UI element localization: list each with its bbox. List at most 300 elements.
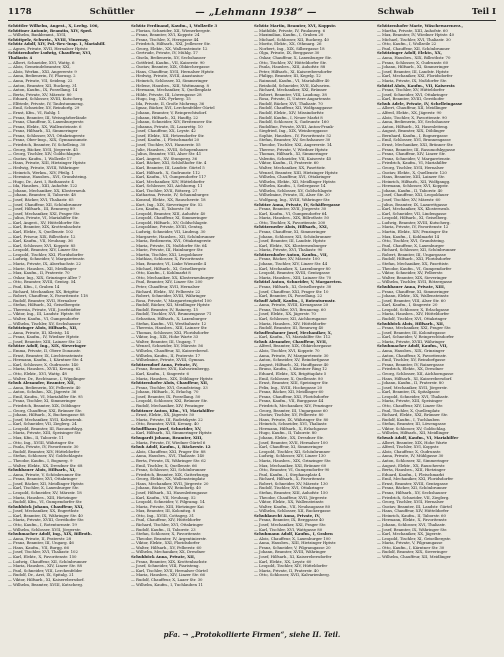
directory-entry: — Leopold, Tischler, XIV, Hütteldorfer xyxy=(254,564,328,569)
directory-entry: — Anna, Private, II, Praterstr. 28 xyxy=(8,536,72,541)
directory-entry: — Anna, Hausbes., XIII, Hietzinger Hptstr. xyxy=(254,541,337,546)
directory-entry: — Ida, Private, II, Große Mohreng. 36 xyxy=(131,101,205,106)
directory-entry: — Anton, Schlosser, XI, Simmeringer xyxy=(377,458,449,463)
directory-entry: — Otto, Beamter, XVIII, Gentzg. 54 xyxy=(8,280,76,285)
directory-entry: — Oskar, Chauffeur, X, Laxenburger Str. xyxy=(254,56,332,61)
directory-entry: — Hugo, Dr., Arzt, I, Rathausstr. 4 xyxy=(8,179,74,184)
directory-entry: — Franz, Beamter, III, Weissgärberlände xyxy=(8,115,87,120)
directory-entry: — Albert, Beamter, XIX, Hohe Warte xyxy=(377,440,448,445)
page-number: 1178 xyxy=(8,7,32,17)
directory-entry: — Rudolf, Hilfsarb., XXI, Floridsdorfer xyxy=(377,257,451,262)
header-right xyxy=(378,7,496,17)
directory-entry: — Franz, Hilfsarb., XI, Geiselbergstr. 30 xyxy=(254,284,332,289)
directory-entry: — Alois, Chauffeur, X, Gudrunstr. xyxy=(377,449,441,454)
directory-entry: — Johann, Tischler, XIV, Linzer Str. 44 xyxy=(254,262,328,267)
directory-entry: Schuhböck Johann, Chauffeur, XXI, xyxy=(8,504,84,509)
directory-entry: — Karl, Kaufm., I, Singerstr. 20 xyxy=(377,303,438,308)
directory-entry: Schützenhofer Alois, Chauffeur, XII, xyxy=(131,381,209,386)
directory-entry: — Emil, Tischler, X, Quellenstr. 66 xyxy=(131,463,197,468)
directory-entry: — Stefan, Kaufm., VII, Westbahnstr. 12 xyxy=(131,321,207,326)
directory-entry: — Karl, Angest., XV, Stumperg. 36 xyxy=(131,156,198,161)
directory-entry: — Otto, Beamter, VI, Gumpendorfer 90 xyxy=(254,468,330,473)
directory-entry: Schuff Adolf, Kaufm., I, Rotenturmstr. xyxy=(254,298,336,303)
directory-entry: — Johann, Bäcker, XV, Reindorfg. 40 xyxy=(131,486,201,491)
directory-entry: — Valentin, Schneider, VII, Kaiserstr. 45 xyxy=(254,156,332,161)
directory-entry: — Wilhelm, Elektr., XII, Meidlinger Hptstr. xyxy=(254,179,336,184)
directory-entry: — Leopold, Schneider, V, Pilgramg. 14 xyxy=(131,500,205,505)
directory-entry: — Richard, Schlosser, XII, Schönbrunner xyxy=(377,248,456,253)
directory-entry: — Wilhelmine, Private, IX, Alser Str. 20 xyxy=(254,193,330,198)
directory-entry: — Maria, Private, XVI, Thaliastr. 90 xyxy=(254,248,323,253)
directory-entry: — Florian, Schneider, XII, Wienerbergstr. xyxy=(131,28,211,33)
directory-entry: — Karl, Elektr., XX, Klosterneuburger xyxy=(254,243,327,248)
directory-entry: — Sebastian, Hilfsarb., X, Laxenburger xyxy=(131,317,207,321)
directory-entry: — Otto, Kaufm., I, Rotenturmstr. 19 xyxy=(8,523,77,528)
directory-entry: — Friedrich, Beamter, XIX, Gatterburgg. xyxy=(131,472,210,477)
directory-entry: — Franz, Beamter, XIX, Krottenbachstr. xyxy=(131,559,208,564)
directory-entry: — Gustav, Tischler, XV, Felberstr. 80 xyxy=(254,413,324,418)
directory-entry: — Wilhelm, Schlosser, XVII, Jörgerstr. xyxy=(8,527,81,532)
directory-entry: — Gustav, Beamter, XIX, Obkirchergasse xyxy=(131,65,210,70)
directory-entry: — Max, Beamter, VI, Linke Wienzeile 4 xyxy=(131,262,207,267)
directory-entry: — Wilhelm, Bankbeamt., XVII, xyxy=(8,33,67,38)
directory-entry: — Walter, Beamter, XIX, Sieveringer xyxy=(377,275,447,280)
directory-entry: — Rudolf, Dr., Arzt, IX, Spitalg. 21 xyxy=(8,573,74,578)
directory-entry: — Franz, Chauffeur, XIV, Linzer Str. xyxy=(377,152,446,157)
directory-entry: — Karl, Mechaniker, XX, Jägerstr. xyxy=(377,532,442,537)
directory-entry: — Julius, Private, VI, Mariahilfer Str. xyxy=(8,216,79,221)
directory-entry: — Thomas, Hilfsarb., XI, Simmeringer xyxy=(254,152,328,157)
directory-entry: — Karl, Mechaniker, XX, Klosterneub. xyxy=(377,207,451,212)
column-2 xyxy=(131,24,250,622)
header-title: — „Lehmann 1938“ — xyxy=(195,6,317,18)
directory-entry: — Rudolf, Beamter, XIV, Hütteldorfer xyxy=(8,449,80,454)
directory-entry: — Maria, Private, XIII, Speisinger xyxy=(377,399,443,404)
directory-entry: — Anna, Private, VII, Seideng. 22 xyxy=(8,78,73,83)
directory-entry: — Maria, Hausbes., XIV, Linzer Str. 88 xyxy=(8,564,82,569)
directory-entry: — Karl, Schlosser, XII, Aichhorng. 11 xyxy=(131,184,203,189)
directory-entry: — Georg, Elektr., XX, Wallensteinstr. 12 xyxy=(131,46,208,51)
directory-entry: — Josef, Mechaniker, XVII, Kalvarienb. xyxy=(8,417,83,422)
directory-entry: — Leopold, Beamter, III, Rasumofskyg. xyxy=(8,426,84,431)
directory-entry: — Hermine, Hausbes., XVI, Grundsteing. xyxy=(8,175,88,180)
directory-entry: — Emil, Tischler, XV, Reindorfgasse xyxy=(377,358,446,363)
directory-entry: — Konrad, Elektr., XX, Rauscherstr. 18 xyxy=(131,197,206,202)
directory-entry: — Moritz, Elektr., XX, Othmarg. 26 xyxy=(254,42,322,47)
directory-entry: — Paul, Beamter, XIV, Linzer Str. 200 xyxy=(131,280,203,285)
directory-entry: — Heinrich, Schneider, XVI, Thaliastr. xyxy=(254,422,328,427)
directory-entry: Schützl Anton, Schneider, V, Margareten. xyxy=(254,280,343,285)
directory-entry: — Anna, Private, IV, Mühlgasse 30 xyxy=(377,454,444,459)
directory-entry: — Franz, Schneider, V, Margaretenstr. xyxy=(377,156,451,161)
directory-entry: Schützinger Adolf, Elektr., XX, xyxy=(377,51,442,56)
directory-entry: — Karl, Beamter, III, Landstr. Gürtel 5 xyxy=(131,165,205,170)
directory-entry: — Josef, Mechaniker, XX, Engerthstr. xyxy=(8,509,80,514)
directory-entry: — Raimund, Kaufm., VI, Mariahilfer 40 xyxy=(254,78,330,83)
directory-entry: — Georg, Chauffeur, XXI, Brünner Str. xyxy=(8,408,82,413)
directory-entry: — Rudolf, Kaufm., I, Neuer Markt 8 xyxy=(254,115,323,120)
directory-entry: — Karl, Kaufm., VI, Gumpendorfer 64 xyxy=(254,211,327,216)
directory-entry: Schuhböck Anna, Private, XII, xyxy=(131,555,196,560)
directory-entry: — Berta, Private, XV, Märzstr. 80 xyxy=(8,92,72,97)
directory-entry: — Paul, Kaufm., I, Stephansplatz 4 xyxy=(254,472,321,477)
directory-entry: — Maximilian, Kaufm., I, Graben 20 xyxy=(254,33,324,38)
directory-entry: — Alfred, Elektr., XX, Jägerstr. 90 xyxy=(377,110,442,115)
directory-entry: — Rudolf, Chauffeur, XII, Wolfganggasse xyxy=(254,106,333,111)
directory-entry: — Viktor, Kaufm., II, Praterstr. 60 xyxy=(254,161,319,166)
directory-entry: — Wenzel, Beamter, XIII, Hietzinger Hptstr. xyxy=(254,170,339,175)
directory-entry: — Maria, Private, III, Radetzkystr. 22 xyxy=(131,417,203,422)
directory-entry: — Otto, Tischler, X, Favoritenstr. 200 xyxy=(254,220,326,225)
directory-entry: — Josef, Beamter, III, Landstr. Hptstr. xyxy=(254,239,327,244)
directory-entry: — Emil, Schlosser, XVI, Brunnengasse xyxy=(377,138,451,143)
directory-entry: — Wilhelm, Kaufm., II, Praterstr. 17 xyxy=(131,353,201,358)
directory-entry: — Sophie, Hausbes., IV, Favoritenstr. 52 xyxy=(254,133,332,138)
directory-entry: — Michael, Schlosser, XII, Ruckerg. 40 xyxy=(254,37,329,42)
directory-entry: — Reinhold, Schneider, XVII, Kalvarien. xyxy=(254,83,331,88)
directory-entry: — Franz, Schneider, V, Pilgramgasse 20 xyxy=(254,545,331,550)
directory-entry: — Otto, Mechaniker, XX, Klosterneuburger xyxy=(131,275,214,280)
directory-entry: — Hugo, Ing., XIX, Pyrkerg. 15 xyxy=(131,97,191,102)
directory-entry: — Johann, Hilfsarb., X, Buchengasse 88 xyxy=(8,413,85,418)
directory-entry: — Mathilde, Private, IV, Paulanerg. 6 xyxy=(254,28,326,33)
directory-entry: — Anna, Bedienerin, XV, Felberstr. 40 xyxy=(8,385,81,390)
directory-entry: — Karl, Beamter, XVIII, Gersthofer xyxy=(377,97,445,102)
directory-entry: — Maria, Hausbes., XIX, Döblinger Hptstr. xyxy=(131,376,214,381)
directory-entry: — Hedwig, Private, XVIII, Anastasius- xyxy=(131,74,204,79)
directory-entry: — Gustav, Elektr., X, Quellenstr. 120 xyxy=(377,170,447,175)
directory-entry: — Ernst, Beamter, XVIII, Gentzgasse xyxy=(377,481,448,486)
directory-entry: — Josef, Tischler, XVI, Thaliastr. 102 xyxy=(8,550,78,555)
directory-entry: Schützenhofer Marie, Wäschewarenerz., xyxy=(377,24,463,28)
directory-entry: — Berta, Private, IX, Währinger Str. 62 xyxy=(131,458,206,463)
directory-entry: — Josef, Bäcker, XII, Meidlinger Hptstr. xyxy=(8,481,84,486)
directory-entry: — Thomas, Schlosser, XXI, Floridsdorfer xyxy=(131,330,209,335)
directory-entry: — Gisela, Bedienerin, XV, Sechshauser xyxy=(131,56,206,61)
directory-entry: — Marie, Hausbes., XII, Meidlinger xyxy=(8,266,77,271)
directory-entry: — Johann, Beamter, XVIII, Währinger xyxy=(254,550,326,555)
directory-entry: — Maria, Hausbes., XIX, Billrothstr. 50 xyxy=(254,216,329,221)
directory-entry: — Johann, Elektr., XX, Wallensteinstr. xyxy=(377,294,450,299)
directory-entry: — Richard, Mechaniker, XX, Brigitta- xyxy=(8,289,80,294)
directory-entry: — Karl, Beamter, IX, Spitalgasse xyxy=(377,390,440,395)
directory-entry: — Johann, Schneider, XIV, Breitenseer Str. xyxy=(131,120,213,125)
directory-entry: — Max, Kfm., II, Taborstr. 11 xyxy=(8,436,64,441)
directory-entry: — Leopold, Hilfsarb., XV, Goldschlagstr. xyxy=(131,220,208,225)
directory-entry: — Stefan, Beamter, XV, Sechshauser 30 xyxy=(254,138,331,143)
directory-entry: — Julius, Beamter, IX, Lazarettgasse xyxy=(377,202,448,207)
directory-entry: — Emil, Mechaniker, XXI, Floridsdorfer xyxy=(377,477,454,482)
directory-entry: — Josef, Kaufm., I, Fleischmarkt 20 xyxy=(131,138,200,143)
directory-entry: — Viktor, Ing., III, Landstr. Hptstr. 98 xyxy=(8,312,80,317)
directory-entry: — Hedwig, Private, XVIII, Währinger xyxy=(8,165,80,170)
directory-entry: — Georg, Elektr., XX, Wallensteinplatz xyxy=(131,477,205,482)
directory-entry: — Georg, Bäcker, XVII, Jörgerstr. 45 xyxy=(8,147,78,152)
directory-entry: — Viktor, Elektr., XX, Wallensteinstr. xyxy=(254,500,324,505)
directory-entry: — Johann, Beamter, V, Reinprechtsdorf. xyxy=(131,110,208,115)
directory-entry: — Hermann, Hilfsarb., X, Erlachgasse xyxy=(254,426,328,431)
directory-entry: — Karl, Beamter, IX, Währinger Str. 40 xyxy=(8,513,83,518)
directory-entry: — Heinrich, Kaufm., II, Taborstr. 60 xyxy=(377,513,446,518)
directory-entry: — Rudolf, Chauffeur, X, Laaer Str. 30 xyxy=(131,577,203,582)
directory-entry: — Theodor, Chauffeur, XVII, Jörgerstr. xyxy=(254,495,328,500)
directory-entry: — Otto, Kaufm., I, Kohlmarkt 8 xyxy=(131,271,191,276)
directory-entry: — Franz, Schlosser, X, Gudrunstr. 60 xyxy=(377,60,449,65)
directory-entry: — Maria, Private, IX, Alserbachstr. 22 xyxy=(8,262,81,267)
directory-entry: — Leopold, Beamter, XVIII, Gentzgasse xyxy=(254,271,330,276)
directory-entry: — Anton, Hilfsarb., XI, Hasenleiteng. xyxy=(377,124,449,129)
directory-entry: — Leopold, Beamter, XIV, Linzer Str. xyxy=(8,248,79,253)
directory-entry: — Maria, Private, XVIII, Währinger xyxy=(377,339,445,344)
directory-entry: — Maria, Hausbes., XIV, Hütteldorfer xyxy=(377,312,450,317)
directory-entry: — Karl, Schlosser, XVI, Koppstr. 85 xyxy=(8,243,76,248)
directory-entry: — Franz, Chauffeur, XI, Simmeringer xyxy=(254,230,326,235)
directory-entry: — Paula, Private, IV, Favoritenstr. 30 xyxy=(8,445,79,450)
directory-entry: — Josef, Hilfsarb., XI, Kaiserebersdorfer xyxy=(254,555,332,560)
directory-entry: — Karl, Hilfsarb., X, Gudrunstr. 112 xyxy=(131,170,200,175)
directory-entry: — Walter, Beamter, III, Ungarg. 7 xyxy=(131,339,196,344)
directory-entry: — Maria, Private, IX, Nußdorfer Str. xyxy=(377,78,447,83)
directory-entry: — Otto, Chauffeur, XIV, Linzer Str. xyxy=(377,403,443,408)
directory-entry: — Alois, Chauffeur, X, Laxenburger 100 xyxy=(254,536,331,541)
directory-entry: — Stefan, Mechaniker, XX, Pasettistr. xyxy=(377,262,449,267)
directory-entry: — Theresia, Hausbes., XIII, Lainzer Str. xyxy=(131,326,208,331)
directory-entry: — Peter, Chauffeur, XVII, Hernalser xyxy=(131,284,200,289)
directory-entry: — Alois, Chauffeur, XXI, Prager Str. 88 xyxy=(131,449,206,454)
directory-entry: — Franz, Beamter, III, Rasumofskygasse xyxy=(377,147,456,152)
directory-entry: — Ludwig, Schneider, VII, Lindeng. 30 xyxy=(131,230,206,235)
directory-entry: — Franz, Schlosser, XII, Schönbrunner xyxy=(131,468,206,473)
directory-entry: — Otto, Beamter, XVIII, Kreuzg. 40 xyxy=(131,422,199,427)
directory-entry: — Norbert, Ing., XIX, Silbergasse 18 xyxy=(254,46,325,51)
directory-entry: Schützenhofer Anton, Kaufm., VII, xyxy=(254,252,328,257)
directory-entry: — Anton, Kaufm., IX, Porzellang. 14 xyxy=(8,88,78,93)
directory-entry: — Albert, Schneider, XVI, Wattg. 6 xyxy=(8,60,75,65)
directory-entry: — Theodor, Tischler, XXI, Angererstr. 14 xyxy=(254,143,332,148)
directory-entry: — Josef, Beamter, IX, Währinger Str. xyxy=(377,527,447,532)
directory-entry: Schütze Adolf, Ing., XIX, Sieveringer xyxy=(8,344,87,349)
directory-entry: — Rudolf, Kaufm., II, Taborstr. 23 xyxy=(131,527,196,532)
directory-entry: — Otto, Ing., XVIII, Währinger Str. xyxy=(8,440,75,445)
directory-entry: — Franz, Beamter, III, Ungarg. 46 xyxy=(8,541,74,546)
directory-entry: — Theodor, Kaufm., I, Bognerg. 9 xyxy=(8,458,73,463)
directory-entry: — Maria, Private, XIII, Speisinger Str. xyxy=(8,431,82,436)
directory-entry: — Wilhelm, Chauffeur, XVI, Ottakringer xyxy=(254,175,331,180)
directory-entry: Schufflhaus Josef, Schneider, XV, xyxy=(131,426,202,431)
directory-entry: — Olga, Private, IX, Berggasse 30 xyxy=(254,51,320,56)
directory-entry: — Paul, Schneider, VIII, Lerchenfelder xyxy=(8,568,83,573)
directory-entry: — Josef, Tischler, XV, Märzstr. 60 xyxy=(377,197,441,202)
directory-entry: — Marie, Private, III, Hainburger Str. xyxy=(131,248,204,253)
directory-entry: — Margarete, Hausbes., XII, Schönbrunner xyxy=(131,234,215,239)
directory-entry: — Rudolf, Mechaniker, XIV, Penzinger xyxy=(131,403,204,408)
directory-entry: — Franz, Beamter, XVII, Jörgerstr. 30 xyxy=(254,207,327,212)
directory-entry: — Walter, Elektr., XX, Dresdner Str. 68 xyxy=(8,463,83,468)
directory-entry: — Franz, Hilfsarb., XI, Simmeringer xyxy=(8,129,78,134)
directory-entry: — Alois, Tischler, XVI, Koppstr. 70 xyxy=(254,349,320,354)
directory-entry: — Josef, Schneider, XVI, Ottakringer xyxy=(377,92,448,97)
directory-entry: — Johann, Elektr., XX, Dresdner Str. xyxy=(254,436,324,441)
directory-entry: Schuhmacher Adolf, Ing., XIX, Billroth. xyxy=(8,532,92,537)
directory-entry: — Elfriede, Private, IV, Taubstummeng. xyxy=(8,101,84,106)
directory-entry: — Robert, Chauffeur, X, Favoritenstr. 118 xyxy=(8,294,88,299)
directory-entry: Schütz Ferdinand, Kaufm., I, Wollzeile 3 xyxy=(131,24,217,28)
directory-entry: Schuh Adolf, Kaufm., I, Bäckerstr. 12 xyxy=(131,445,211,450)
directory-entry: — Hermann, Elektr., X, Favoritenstr. xyxy=(377,518,448,523)
directory-entry: — Anna, Hausbes., XIX, Grinzinger xyxy=(377,349,445,354)
directory-entry: — Josef, Elektr., XII, Hetzendorfer Str. xyxy=(131,133,205,138)
directory-entry: — Josef, Hilfsarb., XI, Hasenleitengasse xyxy=(131,490,208,495)
directory-entry: — Karl, Mechaniker, X, Laxenburger 80 xyxy=(254,266,331,271)
directory-entry: — Anna, Bedienerin, XV, Sechshauser xyxy=(377,120,450,125)
directory-entry: — Rudolf, Beamter, IV, Rainerg. 15 xyxy=(131,307,198,312)
directory-entry: — Anna, Private, IV, Margaretenstr. 30 xyxy=(254,353,329,358)
directory-entry: — Max, Beamter, III, Kolonitzg. 8 xyxy=(131,509,196,514)
directory-entry: — Otto, Tischler, XV, Hütteldorfer Str. xyxy=(254,60,327,65)
directory-entry: — Rudolf, Elektr., XIV, Missindorfstr. xyxy=(254,110,325,115)
section-label: Teil I xyxy=(471,7,496,17)
directory-entry: — Rudolf, Tischler, XVI, Ottakringer xyxy=(254,486,324,491)
directory-entry: — Hermann, Schlosser, XVI, Koppstr. xyxy=(377,184,449,189)
directory-entry: — Walter, Kaufm., VI, Gumpendorfer xyxy=(8,317,79,321)
directory-entry: — Alois, Tischler, X, Favoritenstr. 90 xyxy=(377,115,447,120)
directory-entry: — August, Hilfsarb., XI, Hauffgasse 40 xyxy=(254,362,329,367)
directory-entry: — Stefan, Beamter, XIII, Auhofstr. 150 xyxy=(254,490,328,495)
directory-entry: Schütz Martin, Beamter, XVI, Koppstr. xyxy=(254,24,337,28)
directory-entry: Schützner Anton, Kfm., VI, Mariahilfer xyxy=(131,408,215,413)
directory-entry: — Hermann, Mechaniker, X, Quellenplatz xyxy=(131,88,212,93)
directory-entry: — Rudolf, Tischler, XVI, Brunnengasse 71 xyxy=(131,312,212,317)
directory-entry: — Karl, Beamter, XIX, Krottenbachstr. xyxy=(8,225,82,230)
directory-entry: — Richard, Elektr., XXI, Brünner Str. xyxy=(377,413,448,418)
directory-entry: — Julius, Beamter, VIII, Alser Str. 41 xyxy=(131,152,202,157)
directory-entry: — Friedrich, Kaufm., VI, Mariahilfer xyxy=(377,161,447,166)
directory-entry: — Friedrich, Schneider, VII, Zieglerg. xyxy=(377,495,450,500)
directory-entry: — Therese, Private, V, Wiedner Hptstr. xyxy=(254,147,329,152)
header-right-word: Schwab xyxy=(377,7,414,17)
directory-entry: — Rudolf, Tischler, XVI, Ottakringer xyxy=(377,317,447,321)
directory-entry: — Paul, Chauffeur, XII, Schönbrunner xyxy=(377,46,450,51)
directory-entry: — Franz, Elektr., XX, Wallensteinstr. 6 xyxy=(8,124,82,129)
directory-entry: — Karl, Kaufm., VI, Gumpendorfer 117 xyxy=(131,175,207,180)
directory-entry: — Ludwig, Schneider, V, Margaretenstr. xyxy=(8,257,85,262)
directory-columns xyxy=(8,24,496,622)
directory-entry: — Ernst, Beamter, XIII, Speisinger Str. xyxy=(254,381,329,386)
directory-entry: Schützinger Alois, Hilfsarb., XII, xyxy=(8,326,78,331)
directory-entry: — Rosa, Private, V, Margaretengürtel 100 xyxy=(131,298,212,303)
directory-entry: — Karl, Tischler, XVII, Rötzerg. 27 xyxy=(131,188,198,193)
directory-entry: — Paul, Chauffeur, X, Laxenburger xyxy=(377,243,445,248)
directory-entry: — Ernst, Beamter, IX, Liechtensteinstr. xyxy=(8,353,84,358)
directory-entry: — Karl, Friseur, XIX, Billrothstr. 12 xyxy=(8,234,76,239)
directory-entry: — Hans, Chauffeur, XIV, Hütteldorfer xyxy=(377,509,449,514)
directory-entry: — Johann, Schlosser, XII, Schönbrunner xyxy=(254,234,332,239)
directory-entry: — Karl, Mechaniker, XIV, Hütteldorfer xyxy=(131,179,205,184)
directory-entry: — Johann, Schlosser, XVI, Thaliastr. xyxy=(377,523,446,528)
directory-entry: — Maria, Private, IV, Wiedner Gürtel 6 xyxy=(131,440,206,445)
directory-entry: — Maria, Hausbes., XIII, Hietzinger xyxy=(8,495,78,500)
directory-entry: — Walter, Kaufm., VII, Neubaugasse 80 xyxy=(254,504,331,509)
directory-entry: — Wilhelm, Chauffeur, XI, Kaiserebersd. xyxy=(131,349,209,354)
directory-entry: — Josef, Beamter, III, Landstr. Hptstr. xyxy=(377,69,450,74)
directory-entry: — Wilhelm, Schlosser, XII, Ruckergasse xyxy=(254,509,331,514)
directory-entry: — Franz, Ober-Insp., XIX, Gymnasiumstr. xyxy=(8,138,88,143)
directory-entry: — Ignaz, Bäcker, XVI, Lerchenfelder Gürtel xyxy=(131,106,215,111)
directory-entry: — Anna, Hausbes., XIX, Billrothstr. 70 xyxy=(377,56,451,61)
directory-entry: — Friedrich, Beamter, IV, Schelleing. 30 xyxy=(8,143,86,148)
directory-entry: — Alois, Werkm., XXI, Angererstr. 9 xyxy=(8,69,77,74)
directory-entry: — Franz, Tischler, XV, Hütteldorfer xyxy=(377,88,445,93)
directory-entry: — Max, Mechaniker, XXI, Brünner 60 xyxy=(254,463,327,468)
directory-entry: Schuhmacher Adolf, Kaufm., VII, xyxy=(377,344,448,349)
directory-entry: — Anna, Hausbes., XVI, Thaliastr. 140 xyxy=(131,454,205,459)
directory-entry: — Robert, Schneider, XVIII, Währinger xyxy=(131,294,206,299)
directory-entry: — Franz, Beamter, IV, Rainergasse xyxy=(377,362,444,367)
directory-entry: — Josef, Hilfsarb., III, Rennweg 89 xyxy=(8,207,75,212)
directory-entry: — Wolfgang, Ing., XVIII, Währinger Str. xyxy=(254,197,331,202)
directory-entry: — Maria, Hausbes., XIV, Linzer Str. 66 xyxy=(131,573,205,578)
directory-entry: — Leopold, Schlosser, XXI, Brünner Str. xyxy=(131,399,208,404)
directory-entry: — Karl, Bäcker, XXI, Schloßhofer Str. 4 xyxy=(131,161,207,166)
directory-entry: — Johann, Hilfsarb., XI, Hauffg. 22 xyxy=(131,115,199,120)
directory-entry: — Helene, Hausbes., XIII, Wattmanng. 8 xyxy=(131,83,209,88)
directory-entry: — Philipp, Beamter, III, Kegelg. 12 xyxy=(254,74,321,79)
directory-entry: — Maria, Private, IV, Favoritenstr. 12 xyxy=(377,225,449,230)
directory-entry: — Gertrude, Private, IV, Mühlg. 17 xyxy=(131,51,198,56)
directory-entry: — Franz, Bäcker, XV, Märzstr. 100 xyxy=(254,257,320,262)
directory-entry: — Eduard, Kaufm., I, Fleischmarkt xyxy=(377,472,445,477)
directory-entry: Schuhböck Alois, Hilfsarb., XII, xyxy=(377,321,445,326)
directory-entry: — Rudolf, Schlosser, X, Gudrunstr. 160 xyxy=(254,120,329,125)
directory-entry: — Leopold, Tischler, XI, Geiselbergstr. xyxy=(377,536,451,541)
directory-entry: — Anton, Beamter, XII, Ruckerg. 31 xyxy=(8,83,77,88)
directory-entry: — Robert, Schneider, XV, Märzstr. 130 xyxy=(254,481,328,486)
directory-entry: — Emil, Kaufm., VI, Mariahilfer Str. 95 xyxy=(8,394,83,399)
directory-entry: — Karl, Tischler, XVII, Hernalser Gürtel xyxy=(131,568,208,573)
directory-entry: — Wilhelm, Kaufm., I, Tuchlauben 11 xyxy=(131,582,203,587)
column-4 xyxy=(377,24,496,622)
directory-entry: — Katharina, Private, IV, Schaumburger. xyxy=(131,193,210,198)
directory-entry: — Siegfried, Ing., XIX, Weinberggasse xyxy=(254,129,328,134)
directory-entry: — Karl, Elektr., XX, Leystr. 60 xyxy=(254,559,312,564)
directory-entry: — Emil, Schlosser, X, Quellenstr. 80 xyxy=(254,376,323,381)
directory-entry: — Leopold, Schneider, XV, Märzstr. 18 xyxy=(8,490,82,495)
directory-entry: — Friedrich, Mechaniker, XIV, Penzinger xyxy=(254,403,333,408)
directory-entry: — Viktor, Hilfsarb., XI, Kaiserebersdorf. xyxy=(8,577,85,582)
directory-entry: — Karl, Kaufm., VII, Neubaug. 36 xyxy=(8,239,73,244)
directory-entry: — Josef, Beamter, XVII, Hernalser 100 xyxy=(254,440,328,445)
directory-entry: — Oskar, Ing., XIX, Grinzinger Allee 7 xyxy=(8,275,81,280)
directory-entry: — Johann, Kaufm., II, Praterstr. 80 xyxy=(377,381,444,386)
directory-entry: — Franz, Chauffeur, XXI, Floridsdorfer xyxy=(254,394,329,399)
directory-entry: — Josef, Bäcker, XVI, Thaliastr. 65 xyxy=(8,197,74,202)
directory-entry: — Franz, Chauffeur, X, Laxenburgerstr. xyxy=(8,120,84,125)
directory-entry: — Anna, Bedienerin, IV, Phorusg. 2 xyxy=(8,74,76,79)
directory-entry: — Robert, Beamter, III, Ungargasse xyxy=(377,252,446,257)
directory-entry: — Walter, Mechaniker, XX, Pasettistr. xyxy=(254,165,326,170)
directory-entry: — Franz, Beamter, XVI, Ottakringer xyxy=(8,477,78,482)
directory-entry: — Maria, Hausbes., XVIII, Kreuzg. 62 xyxy=(8,367,81,372)
directory-entry: — Hans, Mechaniker, XVII, Jörgerstr. 20 xyxy=(131,481,209,486)
directory-entry: — Anna, Private, XVIII, Kreuzgasse 20 xyxy=(254,303,329,308)
directory-entry: — Karl, Tischler, X, Laxenburger Str. xyxy=(8,486,79,491)
directory-entry: — August, Beamter, XIX, Döblinger xyxy=(377,129,445,134)
directory-entry: — Maria, Bedienerin, XVI, Ottakringerstr. xyxy=(131,239,212,244)
directory-entry: — Julie, Hausbes., XVIII, Schopenhauer. xyxy=(131,147,209,152)
directory-entry: — Karl, Beamter, IX, Porzellang. 22 xyxy=(254,294,323,299)
directory-entry: — Albert, Chauffeur, XII, Meidlinger xyxy=(377,106,447,111)
directory-entry: — Leo, Kaufm., II, Taborstr. 56 xyxy=(131,207,191,212)
